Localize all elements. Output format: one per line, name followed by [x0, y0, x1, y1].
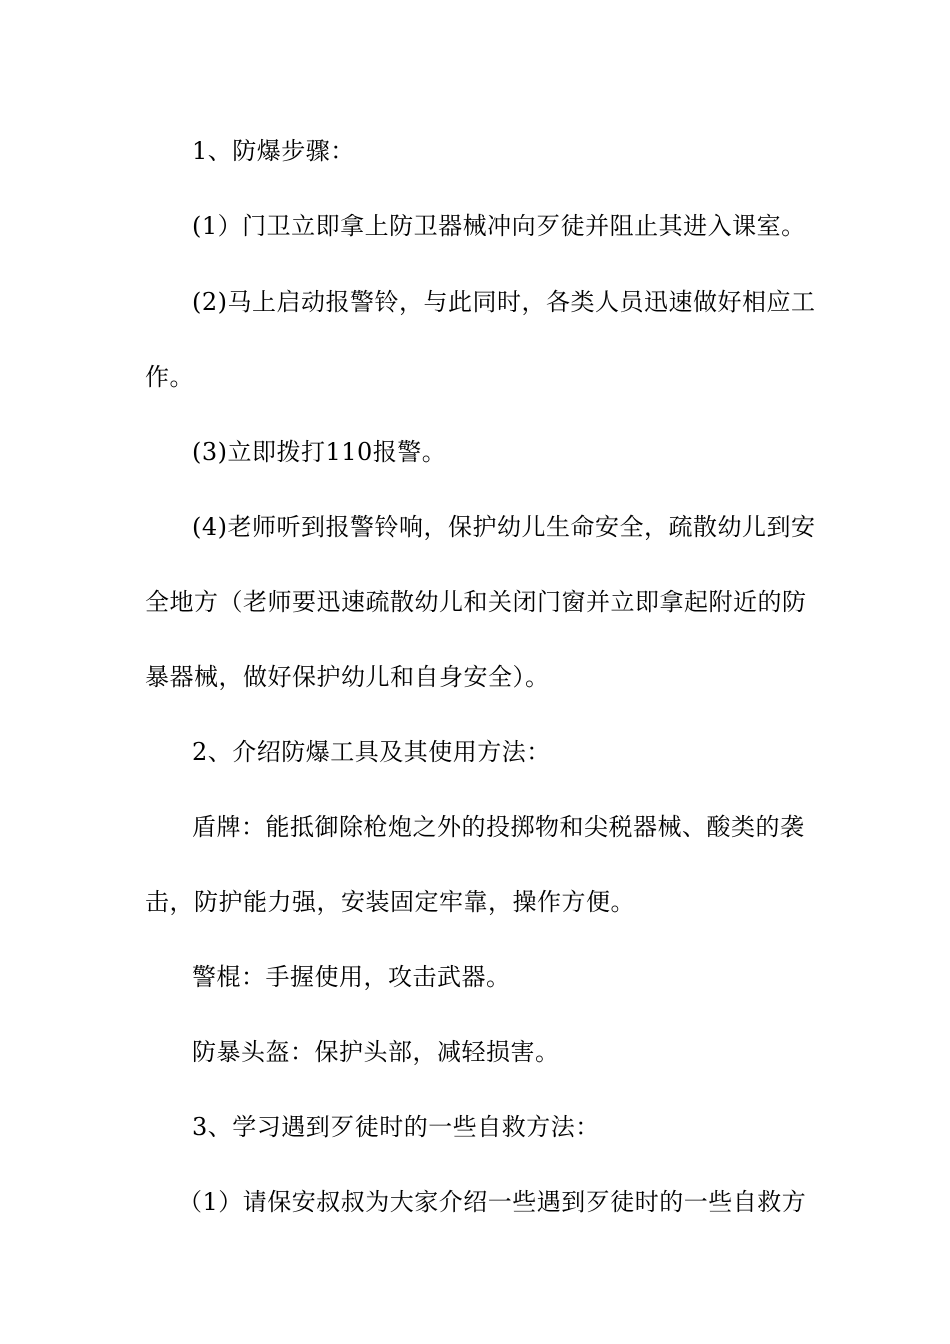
heading-self-rescue: 3、学习遇到歹徒时的一些自救方法： [192, 1113, 600, 1141]
paragraph-shield-cont: 击，防护能力强，安装固定牢靠，操作方便。 [145, 888, 635, 916]
paragraph-helmet: 防暴头盔：保护头部，减轻损害。 [192, 1038, 560, 1066]
paragraph-step-4-cont-1: 全地方（老师要迅速疏散幼儿和关闭门窗并立即拿起附近的防 [145, 588, 807, 616]
paragraph-step-3: (3)立即拨打110报警。 [192, 438, 447, 466]
heading-tools-intro: 2、介绍防爆工具及其使用方法： [192, 738, 551, 766]
paragraph-step-4-cont-2: 暴器械，做好保护幼儿和自身安全）。 [145, 663, 550, 691]
paragraph-shield: 盾牌：能抵御除枪炮之外的投掷物和尖税器械、酸类的袭 [192, 813, 805, 841]
paragraph-step-2-cont: 作。 [145, 363, 194, 391]
paragraph-baton: 警棍：手握使用，攻击武器。 [192, 963, 511, 991]
heading-explosion-steps: 1、防爆步骤： [192, 137, 355, 165]
paragraph-self-rescue-1: （1）请保安叔叔为大家介绍一些遇到歹徒时的一些自救方 [178, 1188, 807, 1216]
paragraph-step-2: (2)马上启动报警铃，与此同时，各类人员迅速做好相应工 [192, 288, 816, 316]
paragraph-step-4: (4)老师听到报警铃响，保护幼儿生命安全，疏散幼儿到安 [192, 513, 816, 541]
paragraph-step-1: (1）门卫立即拿上防卫器械冲向歹徒并阻止其进入课室。 [192, 212, 806, 240]
